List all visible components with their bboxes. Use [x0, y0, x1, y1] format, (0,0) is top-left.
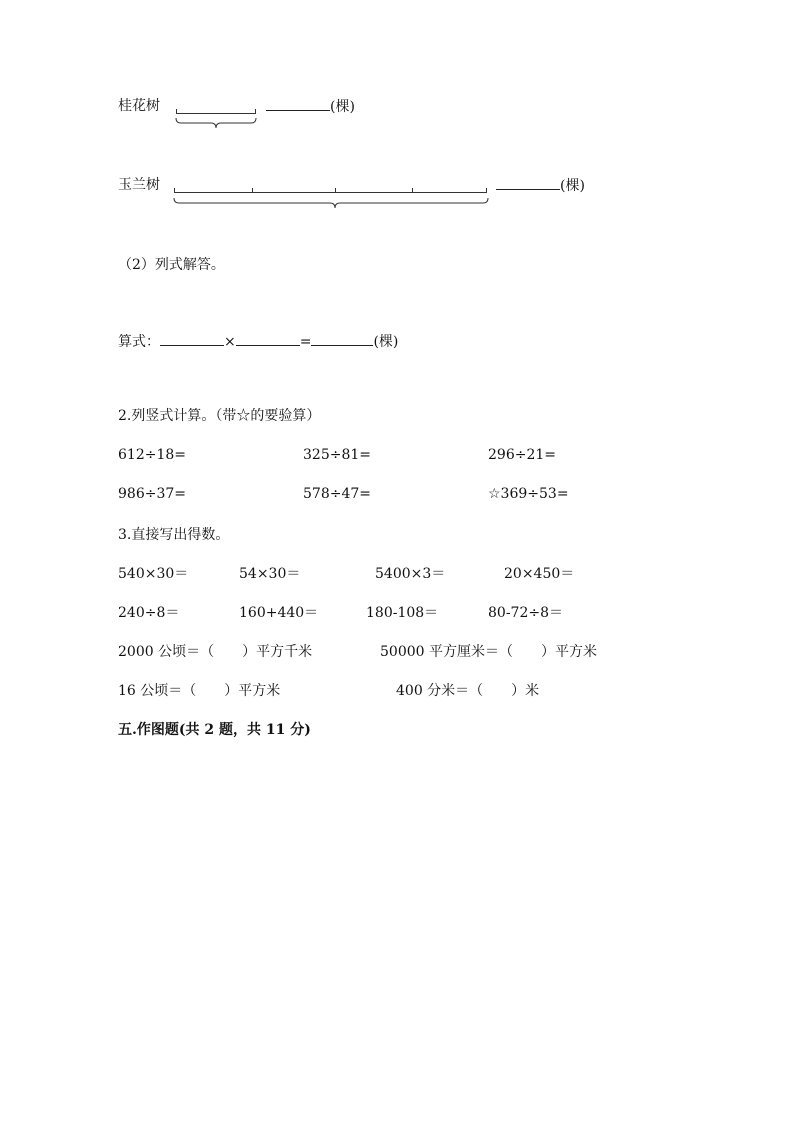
section2-heading: 2.列竖式计算。（带☆的要验算） — [118, 408, 321, 424]
problem-4: 986÷37= — [118, 486, 186, 502]
osmanthus-answer-blank[interactable] — [266, 97, 330, 111]
osmanthus-segment — [176, 113, 256, 114]
problem-5: 578÷47= — [303, 486, 371, 502]
unit-conversion-3: 16 公顷＝（ ）平方米 — [118, 683, 281, 699]
mental-2: 54×30＝ — [239, 566, 301, 582]
unit-conversion-1: 2000 公顷＝（ ）平方千米 — [118, 644, 313, 660]
osmanthus-tick-end — [255, 109, 256, 114]
magnolia-brace — [172, 196, 490, 210]
mental-7: 180-108＝ — [366, 605, 439, 621]
problem-2: 325÷81= — [303, 447, 371, 463]
formula-label: 算式： — [118, 334, 160, 350]
problem-3: 296÷21= — [488, 447, 556, 463]
times-sign: × — [224, 334, 236, 350]
osmanthus-brace — [174, 116, 258, 130]
formula-line — [118, 332, 398, 351]
unit-conversion-4: 400 分米＝（ ）米 — [396, 683, 540, 699]
mental-5: 240÷8＝ — [118, 605, 180, 621]
unit-conversion-2: 50000 平方厘米＝（ ）平方米 — [380, 644, 597, 660]
equals-sign: = — [299, 334, 312, 350]
magnolia-tick-0 — [174, 188, 175, 193]
magnolia-label: 玉兰树 — [118, 177, 160, 193]
problem-6: ☆369÷53= — [488, 486, 569, 502]
formula-blank-1[interactable] — [160, 332, 224, 346]
magnolia-answer-blank[interactable] — [496, 176, 560, 190]
mental-3: 5400×3＝ — [375, 566, 446, 582]
magnolia-unit: (棵) — [560, 178, 585, 194]
mental-8: 80-72÷8＝ — [488, 605, 563, 621]
magnolia-segment — [174, 192, 486, 193]
magnolia-answer — [496, 176, 585, 195]
mental-6: 160+440＝ — [239, 605, 319, 621]
magnolia-tick-2 — [335, 188, 336, 193]
formula-unit: (棵) — [373, 334, 399, 350]
osmanthus-answer — [266, 97, 355, 116]
magnolia-tick-3 — [412, 188, 413, 193]
formula-blank-2[interactable] — [236, 332, 300, 346]
section5-heading: 五.作图题(共 2 题，共 11 分) — [118, 722, 311, 738]
formula-blank-3[interactable] — [311, 332, 373, 346]
magnolia-tick-4 — [486, 188, 487, 193]
osmanthus-label: 桂花树 — [118, 98, 160, 114]
osmanthus-unit: (棵) — [330, 99, 355, 115]
osmanthus-tick-start — [176, 109, 177, 114]
mental-1: 540×30＝ — [118, 566, 189, 582]
mental-4: 20×450＝ — [504, 566, 575, 582]
part2-heading: （2）列式解答。 — [118, 257, 225, 273]
magnolia-tick-1 — [252, 188, 253, 193]
section3-heading: 3.直接写出得数。 — [118, 527, 230, 543]
problem-1: 612÷18= — [118, 447, 186, 463]
